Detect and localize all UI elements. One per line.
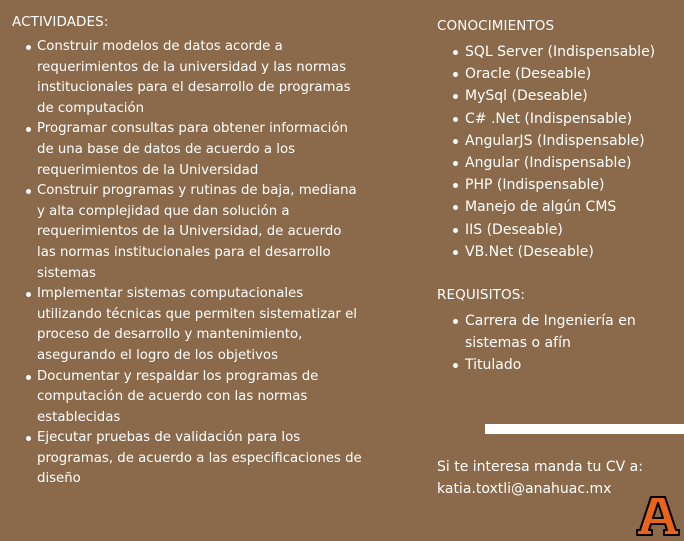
requisitos-section <box>437 286 677 377</box>
actividades-list <box>12 37 362 490</box>
list-item: Carrera de Ingeniería en sistemas o afín <box>451 310 677 354</box>
list-item: Construir modelos de datos acorde a requerimientos de la universidad y las normas institucionales para el desarrollo de programas de computación <box>24 37 362 119</box>
contact-instruction: Si te interesa manda tu CV a: <box>437 459 643 475</box>
conocimientos-title: CONOCIMIENTOS <box>437 18 555 34</box>
list-item: IIS (Deseable) <box>451 219 677 241</box>
right-column <box>437 17 677 377</box>
logo-letter-a <box>637 497 679 535</box>
list-item: Manejo de algún CMS <box>451 196 677 218</box>
list-item: AngularJS (Indispensable) <box>451 130 677 152</box>
contact-email[interactable]: katia.toxtli@anahuac.mx <box>437 481 612 497</box>
requisitos-list <box>437 310 677 377</box>
list-item: Titulado <box>451 354 677 376</box>
list-item: VB.Net (Deseable) <box>451 241 677 263</box>
requisitos-title: REQUISITOS: <box>437 287 526 304</box>
list-item: Oracle (Deseable) <box>451 63 677 85</box>
list-item: Documentar y respaldar los programas de computación de acuerdo con las normas establecidas <box>24 367 362 429</box>
actividades-section <box>12 13 362 490</box>
divider-bar <box>485 424 684 434</box>
list-item: Construir programas y rutinas de baja, mediana y alta complejidad que dan solución a requerimientos de la Universidad, de acuerdo las normas institucionales para el desarrollo sistemas <box>24 181 362 284</box>
list-item: Implementar sistemas computacionales utilizando técnicas que permiten sistematizar el proceso de desarrollo y mantenimiento, asegurando el logro de los objetivos <box>24 284 362 366</box>
list-item: Ejecutar pruebas de validación para los programas, de acuerdo a las especificaciones de diseño <box>24 428 362 490</box>
list-item: SQL Server (Indispensable) <box>451 41 677 63</box>
list-item: PHP (Indispensable) <box>451 174 677 196</box>
conocimientos-list <box>437 41 677 263</box>
list-item: Programar consultas para obtener información de una base de datos de acuerdo a los requerimientos de la Universidad <box>24 119 362 181</box>
anahuac-logo-icon <box>636 493 680 537</box>
actividades-title: ACTIVIDADES: <box>12 14 109 30</box>
list-item: C# .Net (Indispensable) <box>451 108 677 130</box>
list-item: Angular (Indispensable) <box>451 152 677 174</box>
list-item: MySql (Deseable) <box>451 85 677 107</box>
